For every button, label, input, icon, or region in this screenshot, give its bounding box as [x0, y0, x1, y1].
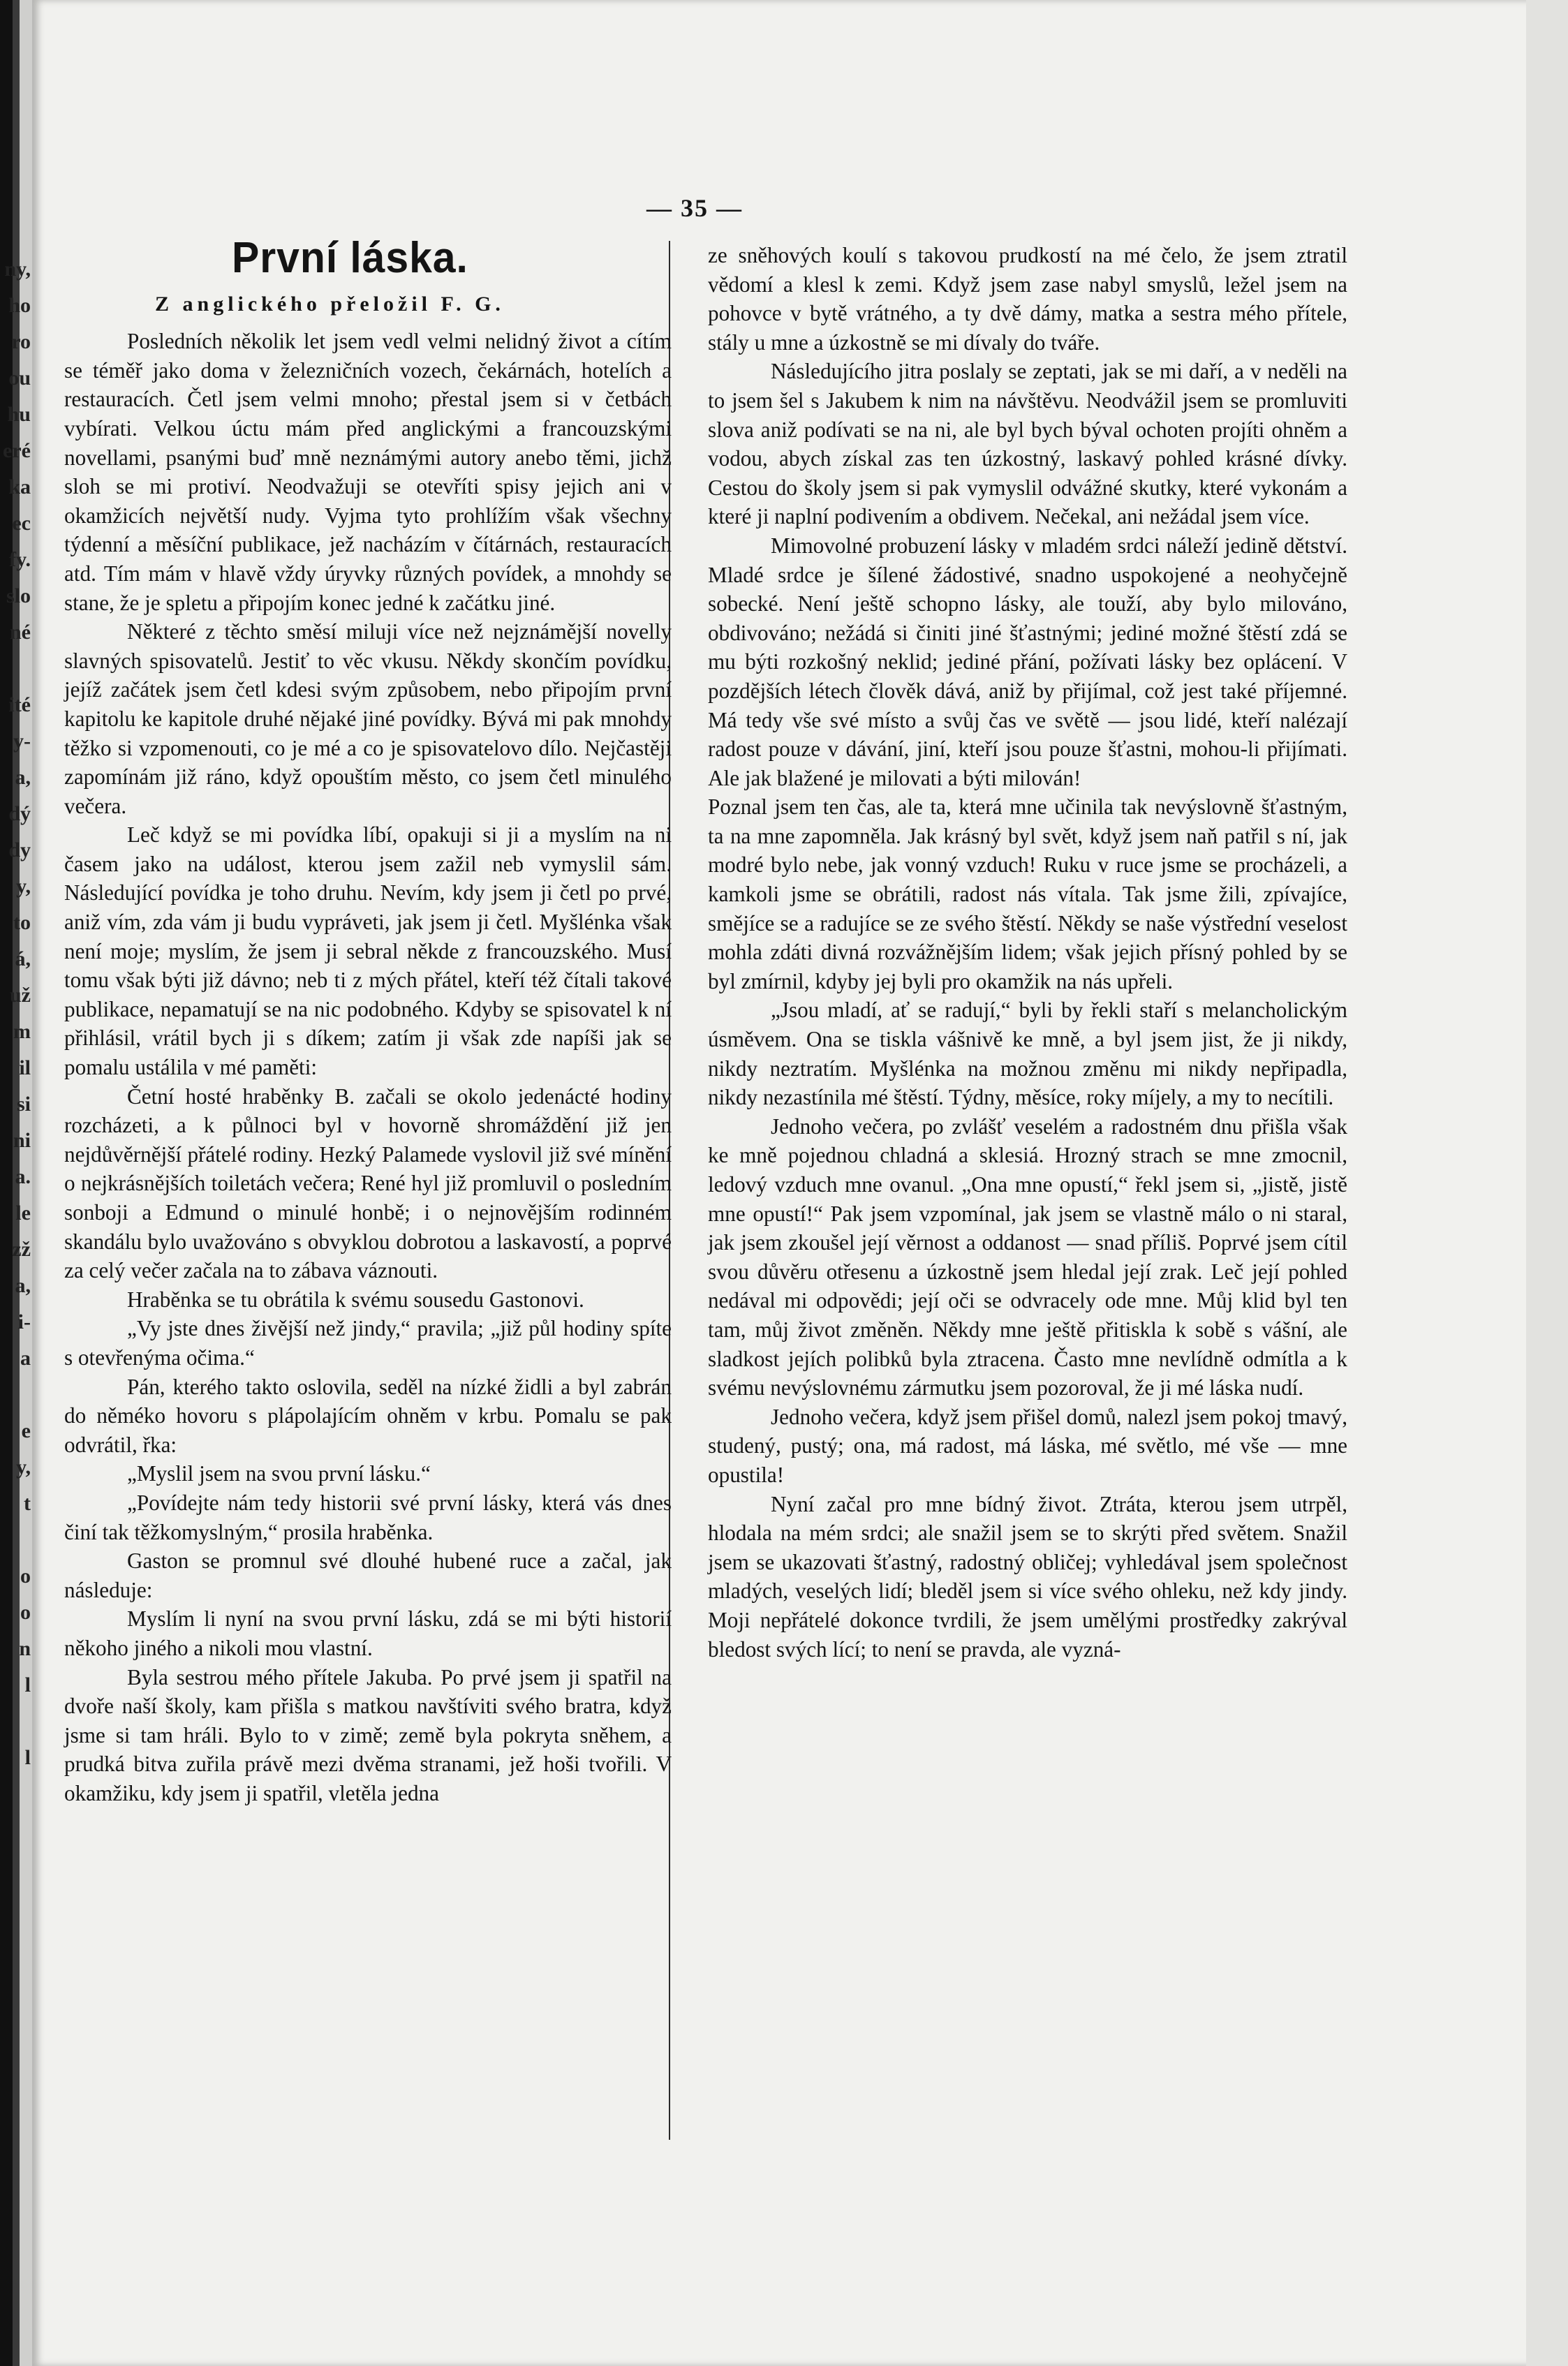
- sheet-margin: [1526, 0, 1568, 2366]
- edge-fragment: ho: [8, 294, 31, 317]
- edge-fragment: ka: [8, 475, 31, 498]
- paragraph: Hraběnka se tu obrátila k svému sousedu Gastonovi.: [127, 1287, 584, 1312]
- edge-fragment: a: [20, 1347, 31, 1370]
- edge-fragment: ni: [13, 1129, 31, 1152]
- right-column: [708, 241, 1347, 1664]
- edge-fragment: le: [15, 1202, 31, 1225]
- edge-fragment: dy: [8, 838, 31, 862]
- edge-fragment: y-: [13, 730, 31, 753]
- paragraph: Jednoho večera, když jsem přišel domů, nalezl jsem pokoj tmavý, studený, pustý; ona, má radost, má láska, mé světlo, mé vše — mne opustila!: [708, 1404, 1347, 1487]
- paragraph: „Vy jste dnes živější než jindy,“ pravila; „již půl hodiny spíte s otevřenýma očima.“: [64, 1316, 672, 1370]
- edge-fragment: y,: [16, 875, 31, 898]
- paragraph: Myslím li nyní na svou první lásku, zdá se mi býti historií někoho jiného a nikoli mou vlastní.: [64, 1606, 672, 1660]
- edge-fragment: hu: [7, 403, 31, 426]
- edge-fragment: o: [20, 1601, 31, 1624]
- edge-fragment: m: [13, 1020, 31, 1043]
- paragraph: Nyní začal pro mne bídný život. Ztráta, kterou jsem utrpěl, hlodala na mém srdci; ale snažil jsem se to skrýti před světem. Snažil jsem se ukazovati šťastný, radostný obličej; vyhledával jsem společnost mladých, veselých lidí; bleděl jsem si více svého ohleku, než kdy jindy. Moji nepřátelé dokonce tvrdili, že jsem umělými prostředky zakrýval bledost svých lící; to není se pravda, ale vyzná-: [708, 1491, 1347, 1662]
- edge-fragment: eré: [3, 439, 31, 462]
- right-column-text: [708, 241, 1347, 1664]
- paragraph: Byla sestrou mého přítele Jakuba. Po prvé jsem ji spatřil na dvoře naší školy, kam přišla s matkou navštíviti svého bratra, když jsme si tam hráli. Bylo to v zimě; země byla pokryta sněhem, a prudká bitva zuřila právě mezi dvěma stranami, jež hoši tvořili. V okamžiku, kdy jsem ji spatřil, vletěla jedna: [64, 1664, 672, 1805]
- paragraph: Pán, kterého takto oslovila, seděl na nízké židli a byl zabrán do něméko hovoru s plápolajícím ohněm v krbu. Pomalu se pak odvrátil, řka:: [64, 1374, 672, 1457]
- edge-fragment: [0, 1522, 31, 1558]
- edge-fragment: [0, 1812, 31, 1849]
- edge-fragment: [0, 1703, 31, 1740]
- paragraph: „Povídejte nám tedy historii své první lásky, která vás dnes činí tak těžkomyslným,“ prosila hraběnka.: [64, 1490, 672, 1544]
- edge-fragment: y,: [16, 1456, 31, 1479]
- edge-fragment: ny,: [4, 258, 31, 281]
- edge-fragment: už: [10, 984, 31, 1007]
- paragraph: Leč když se mi povídka líbí, opakuji si ji a myslím na ni časem jako na událost, kterou jsem zažil neb vymyslil sám. Následující povídka je toho druhu. Nevím, kdy jsem ji četl po prvé, aniž vím, zda vám ji budu vypráveti, jak jsem ji četl. Myšlénka však není moje; myslím, že jsem ji sebral někde z francouzského. Musí tomu však býti již dávno; neb ti z mých přátel, kteří též čítali takové publikace, nepamatují se na nic podobného. Kdyby se spisovatel k ní přihlásil, vrátil bych ji s díkem; zatím ji však zde napíši jak se pomalu ustálila v mé paměti:: [64, 822, 672, 1080]
- edge-fragment: a,: [15, 766, 31, 789]
- edge-fragment: zž: [12, 1238, 31, 1261]
- paragraph: Gaston se promnul své dlouhé hubené ruce a začal, jak následuje:: [64, 1548, 672, 1602]
- edge-fragment: slo: [6, 584, 31, 607]
- paragraph: Následujícího jitra poslaly se zeptati, jak se mi daří, a v neděli na to jsem šel s Jakubem k nim na návštěvu. Neodvážil jsem se promluviti slova aniž podívati se na ni, ale byl bych býval ochoten projíti ohněm a vodou, abych získal zas ten úzkostný, laskavý pohled krásné dívky. Cestou do školy jsem si pak vymyslil odvážné skutky, které vykonám a které ji naplní podivením a obdivem. Nečekal, ani nežádal jsem více.: [708, 359, 1347, 529]
- paragraph: Jednoho večera, po zvlášť veselém a radostném dnu přišla však ke mně pojednou chladná a sklesiá. Hrozný strach se mne zmocnil, ledový vzduch mne ovanul. „Ona mne opustí,“ řekl jsem si, „jistě, jistě mne opustí!“ Pak jsem vzpomínal, jak jsem se vlastně málo o ni staral, jak jsem zkoušel její věrnost a oddanost — snad příliš. Poprvé jsem cítil svou důvěru otřesenu a úzkostně jsem hledal její zrak. Leč její pohled nedával mi odpovědi; její oči se odvracely ode mne. Můj klid byl ten tam, můj život změněn. Někdy mne ještě přitiskla k sobě s vášní, ale sladkost jejích polibků byla ztracena. Často mne nevlídně odmítla a k svému nevýslovnému zármutku jsem pozoroval, že ji mé láska nudí.: [708, 1114, 1347, 1400]
- edge-fragment: [0, 1776, 31, 1812]
- edge-fragment: né: [10, 621, 31, 644]
- edge-fragment: a,: [15, 1274, 31, 1297]
- paragraph: „Myslil jsem na svou první lásku.“: [127, 1461, 431, 1486]
- edge-fragment: a.: [15, 1165, 31, 1188]
- edge-fragment: o: [20, 1565, 31, 1588]
- newspaper-sheet: [32, 0, 1568, 2366]
- edge-fragment: á,: [15, 947, 31, 970]
- edge-fragment: [0, 651, 31, 687]
- page-number: — 35 —: [646, 194, 743, 222]
- edge-fragment: ec: [12, 512, 31, 535]
- adjacent-page-edge-text: [0, 251, 31, 1997]
- edge-fragment: ité: [8, 693, 31, 716]
- paragraph: ze sněhových koulí s takovou prudkostí na mé čelo, že jsem ztratil vědomí a klesl k zemi. Když jsem zase nabyl smyslů, ležel jsem na pohovce v bytě vrátného, a ty dvě dámy, matka a sestra mého přítele, stály u mne a úzkostně se mi dívaly do tváře.: [708, 243, 1347, 355]
- left-column-text: [64, 327, 672, 1807]
- edge-fragment: to: [13, 911, 31, 934]
- edge-fragment: t: [24, 1492, 31, 1515]
- article-subtitle: Z anglického přeložil F. G.: [155, 293, 505, 316]
- paragraph: Některé z těchto směsí miluji více než nejznámější novelly slavných spisovatelů. Jestiť to věc vkusu. Někdy skončím povídku, jejíž začátek jsem četl kdesi svým způsobem, nebo připojím první kapitolu ke kapitole druhé nějaké jiné povídky. Bývá mi pak mnohdy těžko si vzpomenouti, co je mé a co je spisovatelovo dílo. Nejčastěji zapomínám již ráno, když opouštím město, co jsem četl minulého večera.: [64, 619, 672, 818]
- edge-fragment: si: [16, 1093, 31, 1116]
- paragraph: Posledních několik let jsem vedl velmi nelidný život a cítím se téměř jako doma v železničních vozech, čekárnách, hotelích a restauracích. Četl jsem velmi mnoho; přestal jsem si v četbách vybírati. Velkou úctu mám před anglickými a francouzskými novellami, psanými buď mně neznámými autory anebo těmi, jichž sloh se mi protiví. Neodvažuji se otevříti spisy jejich ani v okamžicích největší nudy. Vyjma tyto prohlížím však všechny týdenní a měsíční publikace, jež nacházím v čítárnách, restauracích atd. Tím mám v hlavě vždy úryvky různých povídek, a mnohdy se stane, že je spletu a připojím konec jedné k začátku jiné.: [64, 329, 672, 615]
- edge-fragment: l: [24, 1673, 31, 1696]
- paragraph: „Jsou mladí, ať se radují,“ byli by řekli staří s melancholickým úsměvem. Ona se tiskla vášnivě ke mně, a byl jsem jist, že ji nikdy, nikdy neztratím. Myšlénka na možnou změnu mi nikdy nepřipadla, nikdy nezastínila mé štěstí. Týdny, měsíce, roky míjely, a my to necítili.: [708, 998, 1347, 1110]
- paragraph: Mimovolné probuzení lásky v mladém srdci náleží jedině dětství. Mladé srdce je šílené žádostivé, snadno uspokojené a neohyčejně sobecké. Není ještě schopno lásky, ale touží, aby bylo milováno, obdivováno; nežádá si činiti jiné šťastnými; jediné možné štěstí zdá se mu býti rozkošný neklid; jediné přání, požívati lásky bez oplácení. V pozdějších létech člověk dává, aniž by přijímal, což jest také příjemné. Má tedy vše své místo a svůj čas ve světě — jsou lidé, kteří nalézají radost pouze v dávání, jiní, kteří jsou pouze šťastni, mohou-li přijímati. Ale jak blažené je milovati a býti milován!: [708, 533, 1347, 790]
- edge-fragment: e: [21, 1419, 31, 1442]
- article-title: První láska.: [232, 234, 468, 282]
- paragraph: Četní hosté hraběnky B. začali se okolo jedenácté hodiny rozcházeti, a k půlnoci byl v hovorně shromáždění již jen nejdůvěrnější přátelé rodiny. Hezký Palamede vyslovil již své mínění o nejkrásnějších toiletách večera; René hyl již promluvil o posledním sonboji a Edmund o minulé honbě; i o nejnovějším rodinném skandálu bylo uvažováno s obvyklou dobrotou a laskavostí, a poprvé za celý večer začala na to zábava váznouti.: [64, 1084, 672, 1283]
- edge-fragment: ou: [8, 367, 31, 390]
- left-column: [64, 229, 672, 1807]
- edge-fragment: n: [19, 1637, 31, 1660]
- edge-fragment: ro: [11, 330, 31, 353]
- edge-fragment: dý: [8, 802, 31, 825]
- edge-fragment: [0, 1377, 31, 1413]
- edge-fragment: l: [24, 1746, 31, 1769]
- edge-fragment: il: [19, 1056, 31, 1079]
- paragraph: Poznal jsem ten čas, ale ta, která mne učinila tak nevýslovně šťastným, ta na mne zapomněla. Jak krásný byl svět, když jsem naň patřil s ní, jak modré bylo nebe, jak vonný vzduch! Ruku v ruce jsme se procházeli, a kamkoli jsme se obrátili, radost nás vítala. Tak jsme žili, zpívajíce, smějíce se a radujíce se ze svého štěstí. Někdy se naše výstřední veselost mohla zdáti divná rozvážnějším lidem; však jejich přísný pohled by se byl zmírnil, kdyby jej byli pro okamžik na nás upřeli.: [708, 794, 1347, 993]
- edge-fragment: i-: [17, 1310, 31, 1333]
- edge-fragment: fy.: [9, 548, 31, 571]
